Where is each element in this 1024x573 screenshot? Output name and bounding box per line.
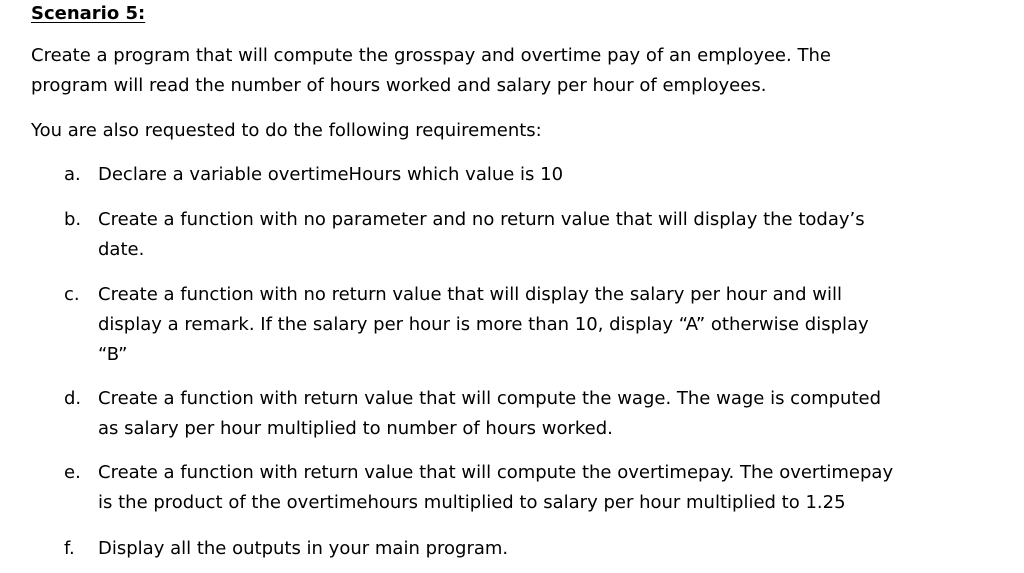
requirement-text [98, 458, 893, 518]
requirement-line: display a remark. If the salary per hour is more than 10, display “A” otherwise display [98, 314, 869, 335]
list-marker: d. [64, 388, 82, 409]
requirement-line: Create a function with no return value that will display the salary per hour and will [98, 284, 842, 305]
requirement-line: Create a function with return value that will compute the overtimepay. The overtimepay [98, 462, 894, 483]
list-marker: c. [64, 284, 80, 305]
requirement-line: Declare a variable overtimeHours which value is 10 [98, 164, 564, 185]
requirement-text [98, 384, 881, 444]
requirement-line: Create a function with no parameter and no return value that will display the today’s [98, 209, 865, 230]
scenario-title: Scenario 5: [31, 3, 146, 24]
list-marker: f. [64, 538, 75, 559]
requirements-intro [31, 116, 1011, 146]
intro-paragraph [31, 41, 1011, 101]
list-marker: a. [64, 164, 81, 185]
intro-line: Create a program that will compute the grosspay and overtime pay of an employee. The [31, 45, 831, 66]
intro-line: program will read the number of hours worked and salary per hour of employees. [31, 75, 767, 96]
requirement-line: “B” [98, 344, 128, 365]
requirement-line: as salary per hour multiplied to number of hours worked. [98, 418, 613, 439]
requirement-text [98, 280, 869, 370]
requirements-intro-text: You are also requested to do the following requirements: [31, 120, 542, 141]
requirement-text [98, 534, 508, 564]
requirement-line: date. [98, 239, 145, 260]
requirement-line: is the product of the overtimehours multiplied to salary per hour multiplied to 1.25 [98, 492, 846, 513]
requirement-line: Display all the outputs in your main program. [98, 538, 509, 559]
requirement-line: Create a function with return value that will compute the wage. The wage is computed [98, 388, 882, 409]
list-marker: e. [64, 462, 81, 483]
requirement-text [98, 205, 865, 265]
requirement-text [98, 160, 563, 190]
list-marker: b. [64, 209, 82, 230]
